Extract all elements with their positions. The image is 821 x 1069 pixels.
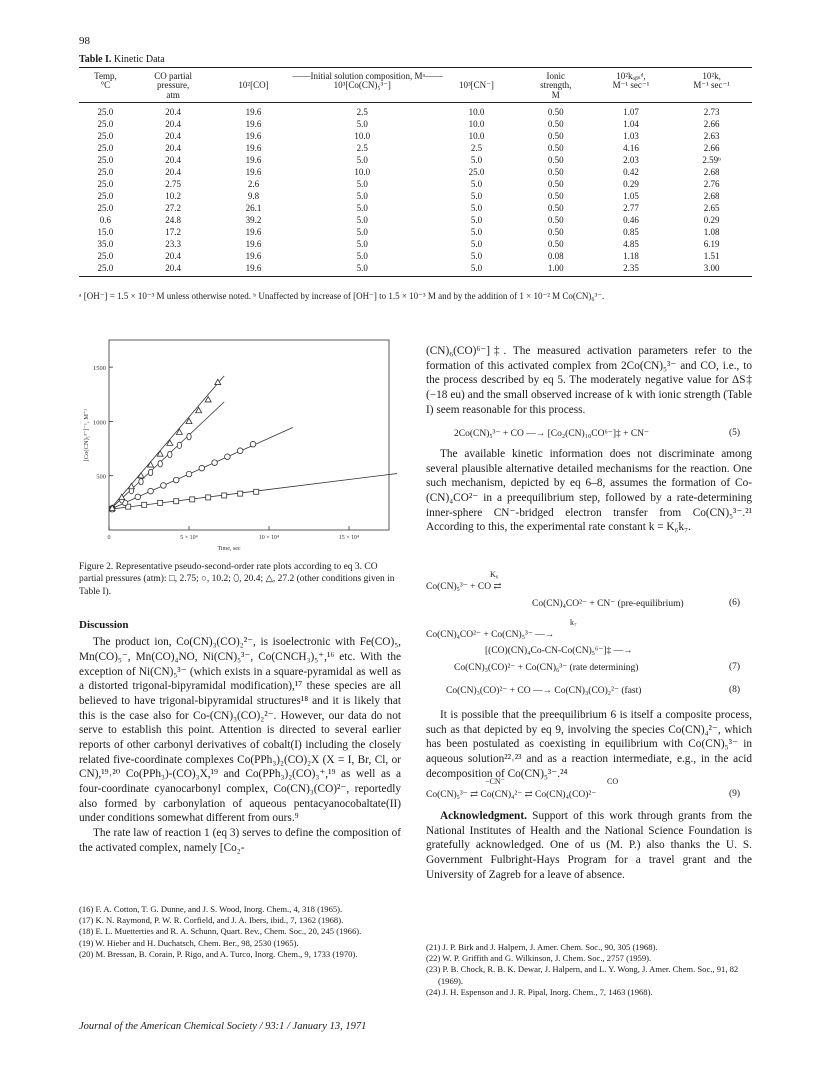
data-point-ellipse bbox=[158, 461, 162, 467]
table-cell: 2.66 bbox=[703, 142, 720, 153]
reference-22: (22) W. P. Griffith and G. Wilkinson, J. Chem. Soc., 2757 (1959). bbox=[426, 953, 652, 964]
equation-7-k-label: k₇ bbox=[570, 618, 577, 627]
col-initial-group: ——Initial solution composition, Mᵃ—— bbox=[215, 68, 521, 82]
data-point-square bbox=[254, 489, 259, 494]
equation-7-number: (7) bbox=[729, 662, 741, 672]
table-cell: 10.2 bbox=[165, 190, 182, 201]
table-cell: 25.0 bbox=[97, 154, 114, 165]
table-cell: 5.0 bbox=[356, 178, 368, 189]
reference-23: (23) P. B. Chock, R. B. K. Dewar, J. Halpern, and L. Y. Wong, J. Amer. Chem. Soc., 91, 82 (1969). bbox=[426, 964, 739, 986]
acknowledgment-text: Support of this work through grants from the National Institutes of Health and the National Science Foundation is gratefully acknowledged. One of us (M. P.) also thanks the U. S. Government Fulbright-Hays Program for a travel grant and the University of Zagreb for a leave of absence. bbox=[426, 810, 752, 881]
y-tick-label: 500 bbox=[96, 473, 106, 481]
x-tick-label: 15 × 10⁴ bbox=[338, 535, 360, 541]
table-row bbox=[79, 238, 752, 250]
plot-frame bbox=[109, 340, 389, 530]
equation-5: 2Co(CN)₅³⁻ + CO —→ [Co₂(CN)₁₀CO⁶⁻]‡ + CN⁻ bbox=[454, 429, 650, 439]
table-cell: 20.4 bbox=[165, 154, 182, 165]
table-cell: 23.3 bbox=[165, 238, 182, 249]
table-cell: 0.50 bbox=[547, 202, 564, 213]
reference-18: (18) E. L. Muetterties and R. A. Schunn, Quart. Rev., Chem. Soc., 20, 245 (1966). bbox=[79, 926, 362, 937]
col-temp-l1: Temp, bbox=[79, 68, 132, 82]
table-cell: 1.04 bbox=[623, 118, 639, 129]
col-k-l2: M⁻¹ sec⁻¹ bbox=[693, 80, 730, 91]
table-cell: 19.6 bbox=[245, 238, 262, 249]
equation-9-top-1: −CN⁻ bbox=[485, 777, 505, 786]
table-cell: 20.4 bbox=[165, 142, 182, 153]
right-paragraph-3-text: It is possible that the preequilibrium 6 is itself a composite process, such as that depicted by eq 9, involving the species Co(CN)₄²⁻, which has been postulated as coexisting in equilibrium with Co(CN)₅³⁻ in aqueous solution²²˒²³ and as a reaction intermediate, e.g., in the acid decomposition of Co(CN)₅³⁻.²⁴ bbox=[426, 709, 752, 780]
table-cell: 20.4 bbox=[132, 262, 215, 277]
table-row bbox=[79, 250, 752, 262]
table-cell: 2.59ᵇ bbox=[702, 154, 721, 165]
data-point-circle bbox=[148, 488, 154, 494]
table-cell: 2.5 bbox=[356, 142, 368, 153]
equation-7-line-1: Co(CN)₄CO²⁻ + Co(CN)₅³⁻ —→ bbox=[426, 630, 555, 640]
table-cell: 0.50 bbox=[547, 166, 564, 177]
equation-6-line-2: Co(CN)₄CO²⁻ + CN⁻ (pre-equilibrium) bbox=[532, 599, 684, 609]
equation-7-line-3: Co(CN)₃(CO)²⁻ + Co(CN)₆³⁻ (rate determining) bbox=[454, 663, 639, 673]
table-cell: 5.0 bbox=[470, 154, 483, 165]
table-cell: 1.03 bbox=[623, 130, 639, 141]
table-cell: 4.16 bbox=[623, 142, 639, 153]
data-point-ellipse bbox=[139, 478, 143, 484]
table-cell: 0.29 bbox=[703, 214, 720, 225]
table-row bbox=[79, 262, 752, 277]
discussion-section bbox=[79, 618, 401, 855]
journal-footer: Journal of the American Chemical Society / 93:1 / January 13, 1971 bbox=[79, 1021, 367, 1032]
table-cell: 5.0 bbox=[356, 226, 368, 237]
table-cell: 5.0 bbox=[470, 178, 483, 189]
acknowledgment-label: Acknowledgment. bbox=[440, 810, 527, 822]
data-point-triangle bbox=[176, 429, 182, 434]
table-cell: 25.0 bbox=[79, 262, 132, 277]
table-cell: 19.6 bbox=[245, 130, 262, 141]
table-cell: 19.6 bbox=[245, 154, 262, 165]
table-cell: 25.0 bbox=[97, 106, 114, 117]
table-cell: 10.0 bbox=[468, 130, 485, 141]
data-point-ellipse bbox=[148, 469, 152, 475]
col-ionic-l2: strength, bbox=[540, 80, 572, 91]
data-point-circle bbox=[135, 494, 141, 500]
table-cell: 3.00 bbox=[671, 262, 752, 277]
table-cell: 2.03 bbox=[623, 154, 639, 165]
table-cell: 5.0 bbox=[356, 202, 368, 213]
col-kobsd-l2: M⁻¹ sec⁻¹ bbox=[612, 80, 650, 91]
col-k-l1: 10²k, bbox=[671, 68, 752, 82]
col-sub-co: 10²[CO] bbox=[238, 80, 269, 91]
table-cell: 0.50 bbox=[547, 214, 564, 225]
data-point-circle bbox=[212, 460, 218, 466]
data-point-square bbox=[142, 502, 147, 507]
equation-9: Co(CN)₅³⁻ ⇄ Co(CN)₄²⁻ ⇄ Co(CN)₄(CO)²⁻ bbox=[426, 790, 597, 800]
rate-plot-figure bbox=[79, 334, 401, 558]
table-cell: 5.0 bbox=[356, 190, 368, 201]
table-cell: 5.0 bbox=[356, 238, 368, 249]
reference-17: (17) K. N. Raymond, P. W. R. Corfield, and J. A. Ibers, ibid., 7, 1362 (1968). bbox=[79, 915, 344, 926]
discussion-paragraph-1: The product ion, Co(CN)₃(CO)₂²⁻, is isoelectronic with Fe(CO)₅, Mn(CO)₅⁻, Mn(CO)₄NO, Ni(CN)₅³⁻, Co(CNCH₃)₅⁺,¹⁶ etc. With the exception of Ni(CN)₅³⁻ (which exists in a square-pyramidal as well as a distorted trigonal-bipyramidal modification),¹⁷ these species are all believed to have trigonal-bipyramidal structures¹⁸ and it is likely that this is the case also for Co-(CN)₃(CO)₂²⁻. However, our data do not serve to establish this point. Attention is directed to several earlier reports of other carbonyl derivatives of cobalt(I) including the closely related five-coordinate complexes Co(PPh₃)₂(CO)₂X (X = I, Br, Cl, or CN),¹⁹˒²⁰ Co(PPh₃)-(CO)₃X,¹⁹ and Co(PPh₃)₂(CO)₃⁺,¹⁹ as well as a four-coordinate cyanocarbonyl complex, Co(CN)₃(CO)²⁻, reportedly also formed by carbonylation of aqueous pentacyanocobaltate(II) under conditions somewhat different from ours.⁹ bbox=[79, 636, 401, 825]
col-kobsd-l1: 10²kₒᵦₛᵈ, bbox=[591, 68, 672, 82]
equation-9-top-2: CO bbox=[607, 777, 619, 786]
table-cell: 19.6 bbox=[215, 262, 293, 277]
right-paragraph-2 bbox=[426, 447, 752, 535]
fit-line bbox=[109, 376, 224, 511]
table-row bbox=[79, 118, 752, 130]
rate-plot-svg bbox=[79, 334, 401, 558]
table-cell: 15.0 bbox=[97, 226, 114, 237]
table-cell: 5.0 bbox=[470, 238, 483, 249]
table-cell: 19.6 bbox=[245, 106, 262, 117]
table-cell: 0.08 bbox=[547, 250, 564, 261]
data-point-square bbox=[174, 499, 179, 504]
table-row bbox=[79, 142, 752, 154]
table-caption-title: Kinetic Data bbox=[113, 54, 165, 65]
table-cell: 1.08 bbox=[703, 226, 720, 237]
equation-6-number: (6) bbox=[729, 598, 741, 608]
discussion-heading: Discussion bbox=[79, 619, 129, 631]
col-kobsd-l3 bbox=[591, 91, 672, 103]
col-co-partial-l2: pressure, bbox=[157, 80, 190, 91]
table-cell: 2.76 bbox=[703, 178, 720, 189]
table-cell: 19.6 bbox=[245, 226, 262, 237]
table-cell: 5.0 bbox=[470, 214, 483, 225]
table-cell: 0.50 bbox=[547, 178, 564, 189]
data-point-square bbox=[190, 497, 195, 502]
table-cell: 26.1 bbox=[245, 202, 262, 213]
x-tick-label: 0 bbox=[107, 535, 111, 541]
table-cell: 4.85 bbox=[623, 238, 639, 249]
table-cell: 6.19 bbox=[703, 238, 720, 249]
table-cell: 25.0 bbox=[97, 118, 114, 129]
table-cell: 0.50 bbox=[547, 226, 564, 237]
table-cell: 2.68 bbox=[703, 166, 720, 177]
data-point-circle bbox=[186, 471, 192, 477]
data-point-circle bbox=[225, 454, 231, 460]
table-cell: 20.4 bbox=[165, 106, 182, 117]
table-cell: 0.29 bbox=[623, 178, 639, 189]
x-tick-label: 10 × 10⁴ bbox=[258, 535, 280, 541]
table-cell: 2.5 bbox=[356, 106, 368, 117]
table-row bbox=[79, 103, 752, 119]
table-cell: 10.0 bbox=[354, 166, 371, 177]
reference-24: (24) J. H. Espenson and J. R. Pipal, Inorg. Chem., 7, 1463 (1968). bbox=[426, 986, 653, 997]
data-point-ellipse bbox=[187, 433, 191, 439]
table-cell: 1.07 bbox=[623, 106, 639, 117]
table-cell: 25.0 bbox=[468, 166, 485, 177]
right-paragraph-3 bbox=[426, 708, 752, 781]
table-cell: 20.4 bbox=[165, 166, 182, 177]
fit-line bbox=[109, 402, 224, 511]
equation-5-number: (5) bbox=[729, 428, 741, 438]
table-row bbox=[79, 154, 752, 166]
table-cell: 17.2 bbox=[165, 226, 182, 237]
table-cell: 25.0 bbox=[97, 178, 114, 189]
data-point-square bbox=[222, 493, 227, 498]
data-point-triangle bbox=[215, 379, 221, 384]
table-row bbox=[79, 226, 752, 238]
table-cell: 25.0 bbox=[97, 202, 114, 213]
table-cell: 5.0 bbox=[356, 214, 368, 225]
table-cell: 2.73 bbox=[703, 106, 720, 117]
col-co-partial-l1: CO partial bbox=[132, 68, 215, 82]
table-cell: 5.0 bbox=[470, 226, 483, 237]
data-point-circle bbox=[199, 465, 205, 471]
table-cell: 2.5 bbox=[470, 142, 483, 153]
table-cell: 0.50 bbox=[547, 118, 564, 129]
y-axis-label: [Co(CN)₅³⁻]⁻¹, M⁻¹ bbox=[83, 408, 90, 462]
table-cell: 10.0 bbox=[468, 118, 485, 129]
y-tick-label: 1000 bbox=[93, 419, 106, 427]
table-cell: 0.50 bbox=[547, 130, 564, 141]
data-point-ellipse bbox=[177, 442, 181, 448]
figure-caption: Figure 2. Representative pseudo-second-order rate plots according to eq 3. CO partial pressures (atm): □, 2.75; ○, 10.2; ⬯, 20.4; △, 27.2 (other conditions given in Table I). bbox=[79, 562, 395, 597]
right-paragraph-2-text: The available kinetic information does not discriminate among several plausible alternative detailed mechanisms for the reaction. One such mechanism, depicted by eq 6–8, assumes the formation of Co-(CN)₄CO²⁻ in a preequilibrium step, followed by a rate-determining inner-sphere CN⁻-bridged electron transfer from Co(CN)₅³⁻.²¹ According to this, the experimental rate constant k = K₆k₇. bbox=[426, 448, 752, 534]
references-right bbox=[426, 942, 752, 998]
table-cell: 2.6 bbox=[247, 178, 260, 189]
table-cell: 5.0 bbox=[356, 118, 368, 129]
table-row bbox=[79, 130, 752, 142]
data-point-ellipse bbox=[168, 451, 172, 457]
table-cell: 19.6 bbox=[245, 250, 262, 261]
reference-19: (19) W. Hieber and H. Duchatsch, Chem. Ber., 98, 2530 (1965). bbox=[79, 937, 299, 948]
table-cell: 25.0 bbox=[97, 190, 114, 201]
x-axis-label: Time, sec bbox=[217, 546, 241, 552]
table-cell: 9.8 bbox=[247, 190, 260, 201]
x-tick-label: 5 × 10⁴ bbox=[180, 535, 198, 541]
reference-16: (16) F. A. Cotton, T. G. Dunne, and J. S. Wood, Inorg. Chem., 4, 318 (1965). bbox=[79, 904, 343, 914]
data-point-triangle bbox=[167, 440, 173, 445]
table-row bbox=[79, 214, 752, 226]
col-co-partial-l3: atm bbox=[132, 91, 215, 103]
table-cell: 1.18 bbox=[623, 250, 639, 261]
references-left bbox=[79, 904, 401, 960]
table-caption-label: Table I. bbox=[79, 54, 112, 65]
acknowledgment bbox=[426, 809, 752, 882]
table-cell: 5.0 bbox=[470, 250, 483, 261]
table-cell: 0.42 bbox=[623, 166, 639, 177]
table-cell: 5.0 bbox=[356, 154, 368, 165]
table-cell: 25.0 bbox=[97, 130, 114, 141]
table-cell: 0.50 bbox=[547, 142, 564, 153]
data-point-circle bbox=[237, 448, 243, 454]
table-caption bbox=[79, 54, 165, 65]
table-cell: 24.8 bbox=[165, 214, 182, 225]
table-cell: 1.05 bbox=[623, 190, 639, 201]
data-point-square bbox=[158, 500, 163, 505]
table-cell: 5.0 bbox=[470, 190, 483, 201]
equation-8: Co(CN)₃(CO)²⁻ + CO —→ Co(CN)₃(CO)₂²⁻ (fast) bbox=[446, 686, 642, 696]
data-point-circle bbox=[250, 441, 256, 447]
table-row bbox=[79, 202, 752, 214]
table-row bbox=[79, 178, 752, 190]
table-cell: 2.75 bbox=[165, 178, 182, 189]
table-cell: 20.4 bbox=[165, 130, 182, 141]
table-cell: 0.50 bbox=[547, 106, 564, 117]
equation-8-number: (8) bbox=[729, 685, 741, 695]
table-cell: 10.0 bbox=[468, 106, 485, 117]
table-cell: 39.2 bbox=[245, 214, 262, 225]
reference-20: (20) M. Bressan, B. Corain, P. Rigo, and A. Turco, Inorg. Chem., 9, 1733 (1970). bbox=[79, 948, 358, 959]
kinetic-data-table bbox=[79, 67, 752, 277]
table-row bbox=[79, 190, 752, 202]
table-cell: 19.6 bbox=[245, 118, 262, 129]
table-row bbox=[79, 166, 752, 178]
equation-9-number: (9) bbox=[729, 789, 741, 799]
col-k-l3 bbox=[671, 91, 752, 103]
table-cell: 0.85 bbox=[623, 226, 639, 237]
table-cell: 19.6 bbox=[245, 142, 262, 153]
table-cell: 27.2 bbox=[165, 202, 182, 213]
reference-21: (21) J. P. Birk and J. Halpern, J. Amer. Chem. Soc., 90, 305 (1968). bbox=[426, 942, 658, 952]
table-cell: 5.0 bbox=[470, 202, 483, 213]
col-ionic-l3: M bbox=[521, 91, 591, 103]
table-cell: 35.0 bbox=[97, 238, 114, 249]
table-cell: 5.0 bbox=[356, 250, 368, 261]
table-cell: 0.50 bbox=[547, 238, 564, 249]
equation-7-line-2: [(CO)(CN)₄Co-CN-Co(CN)₅⁶⁻]‡ —→ bbox=[485, 646, 633, 656]
table-cell: 20.4 bbox=[165, 118, 182, 129]
table-cell: 2.35 bbox=[591, 262, 672, 277]
table-footnote: ᵃ [OH⁻] = 1.5 × 10⁻³ M unless otherwise noted. ᵇ Unaffected by increase of [OH⁻] to 1.5 × 10⁻³ M and by the addition of 1 × 10⁻² M Co(CN)₆³⁻. bbox=[79, 291, 605, 301]
col-sub-cn: 10³[CN⁻] bbox=[458, 80, 494, 91]
data-point-square bbox=[238, 491, 243, 496]
table-cell: 0.6 bbox=[99, 214, 112, 225]
col-ionic-l1: Ionic bbox=[521, 68, 591, 82]
table-cell: 25.0 bbox=[97, 142, 114, 153]
table-cell: 0.46 bbox=[623, 214, 639, 225]
table-cell: 19.6 bbox=[245, 166, 262, 177]
table-cell: 5.0 bbox=[292, 262, 432, 277]
table-cell: 10.0 bbox=[354, 130, 371, 141]
table-cell: 25.0 bbox=[97, 250, 114, 261]
table-cell: 2.65 bbox=[703, 202, 720, 213]
table-cell: 5.0 bbox=[432, 262, 521, 277]
data-point-triangle bbox=[128, 483, 134, 488]
right-paragraph-1: (CN)₆(CO)⁶⁻]‡. The measured activation parameters refer to the formation of this activated complex from 2Co(CN)₅³⁻ and CO, i.e., to the process described by eq 5. The moderately negative value for ΔS‡ (−18 eu) and the small observed increase of k with ionic strength (Table I) seem reasonable for this process. bbox=[426, 345, 752, 416]
table-cell: 0.50 bbox=[547, 154, 564, 165]
data-point-square bbox=[206, 495, 211, 500]
data-point-circle bbox=[161, 483, 167, 489]
table-cell: 2.66 bbox=[703, 118, 720, 129]
table-cell: 1.00 bbox=[521, 262, 591, 277]
page-number: 98 bbox=[79, 35, 90, 47]
table-cell: 1.51 bbox=[703, 250, 720, 261]
y-tick-label: 1500 bbox=[93, 365, 106, 373]
equation-6-k-label: K₆ bbox=[490, 570, 499, 579]
discussion-paragraph-2: The rate law of reaction 1 (eq 3) serves to define the composition of the activated complex, namely [Co₂- bbox=[79, 827, 401, 854]
equation-6-line-1: Co(CN)₅³⁻ + CO ⇄ bbox=[426, 582, 502, 592]
table-cell: 2.68 bbox=[703, 190, 720, 201]
data-point-circle bbox=[173, 477, 179, 483]
table-cell: 2.77 bbox=[623, 202, 639, 213]
table-cell: 20.4 bbox=[165, 250, 182, 261]
table-cell: 0.50 bbox=[547, 190, 564, 201]
table-cell: 2.63 bbox=[703, 130, 720, 141]
col-temp-l2: °C bbox=[100, 80, 111, 91]
col-sub-cocn: 10³[Co(CN)₅³⁻] bbox=[333, 80, 391, 91]
table-cell: 25.0 bbox=[97, 166, 114, 177]
